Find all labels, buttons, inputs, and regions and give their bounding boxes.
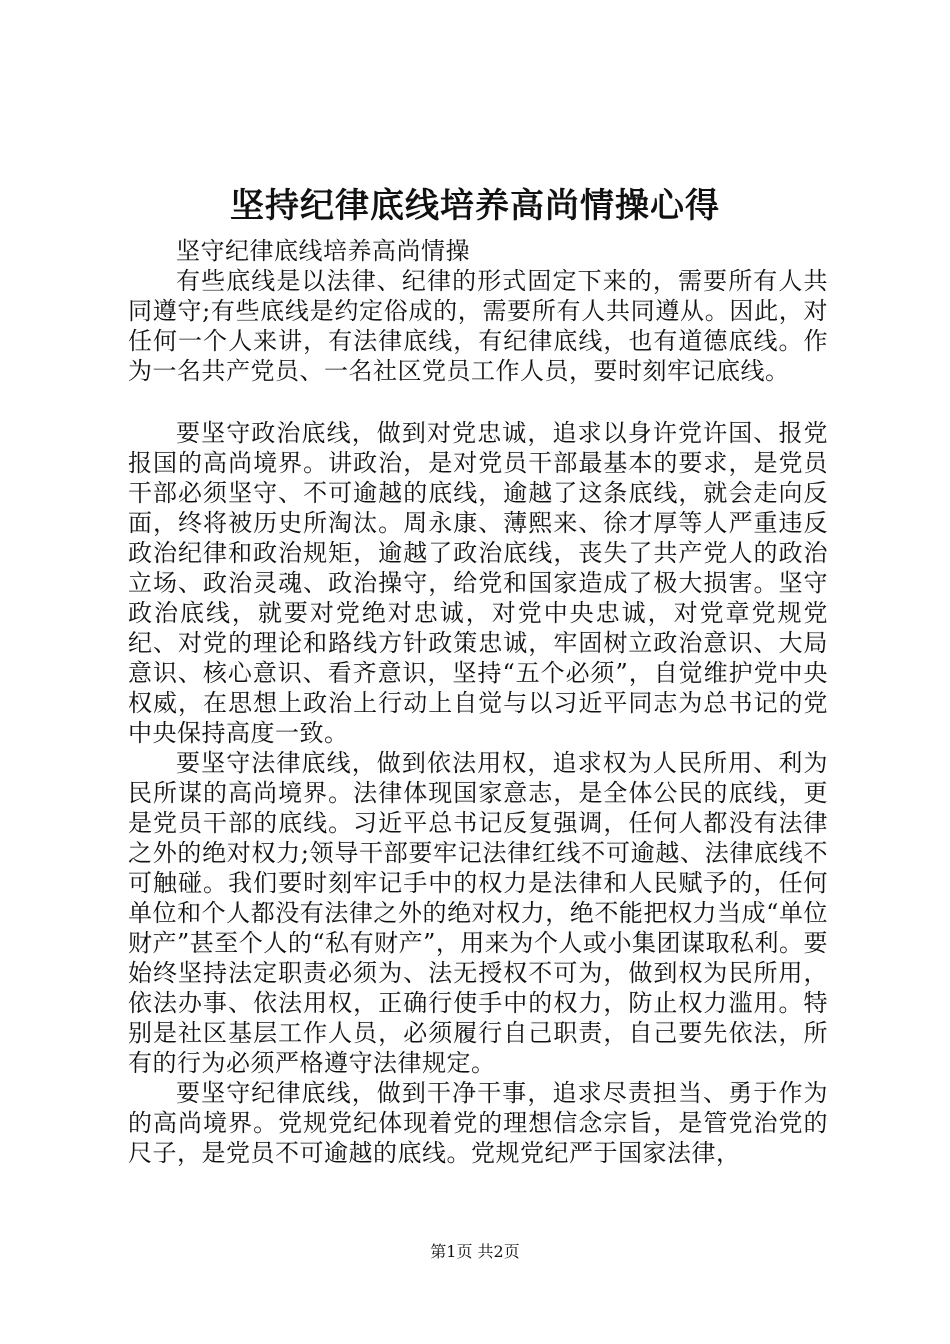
political-bottom-line-paragraph: 要坚守政治底线，做到对党忠诚，追求以身许党许国、报党报国的高尚境界。讲政治，是对党员干部最基本的要求，是党员干部必须坚守、不可逾越的底线，逾越了这条底线，就会走向反面，终将被历史所淘汰。周永康、薄熙来、徐才厚等人严重违反政治纪律和政治规矩，逾越了政治底线，丧失了共产党人的政治立场、政治灵魂、政治操守，给党和国家造成了极大损害。坚守政治底线，就要对党绝对忠诚，对党中央忠诚，对党章党规党纪、对党的理论和路线方针政策忠诚，牢固树立政治意识、大局意识、核心意识、看齐意识，坚持“五个必须”，自觉维护党中央权威，在思想上政治上行动上自觉与以习近平同志为总书记的党中央保持高度一致。 — [128, 419, 828, 747]
legal-bottom-line-paragraph: 要坚守法律底线，做到依法用权，追求权为人民所用、利为民所谋的高尚境界。法律体现国家意志，是全体公民的底线，更是党员干部的底线。习近平总书记反复强调，任何人都没有法律之外的绝对权力;领导干部要牢记法律红线不可逾越、法律底线不可触碰。我们要时刻牢记手中的权力是法律和人民赋予的，任何单位和个人都没有法律之外的绝对权力，绝不能把权力当成“单位财产”甚至个人的“私有财产”，用来为个人或小集团谋取私利。要始终坚持法定职责必须为、法无授权不可为，做到权为民所用，依法办事、依法用权，正确行使手中的权力，防止权力滥用。特别是社区基层工作人员，必须履行自己职责，自己要先依法，所有的行为必须严格遵守法律规定。 — [128, 749, 828, 1077]
document-title: 坚持纪律底线培养高尚情操心得 — [230, 186, 720, 226]
subtitle-paragraph: 坚守纪律底线培养高尚情操 — [176, 237, 470, 265]
intro-paragraph: 有些底线是以法律、纪律的形式固定下来的，需要所有人共同遵守;有些底线是约定俗成的，需要所有人共同遵从。因此，对任何一个人来讲，有法律底线，有纪律底线，也有道德底线。作为一名共产党员、一名社区党员工作人员，要时刻牢记底线。 — [128, 267, 828, 385]
page-number-footer: 第1页 共2页 — [430, 1242, 520, 1261]
document-body — [128, 236, 828, 1168]
discipline-bottom-line-paragraph: 要坚守纪律底线，做到干净干事，追求尽责担当、勇于作为的高尚境界。党规党纪体现着党的理想信念宗旨，是管党治党的尺子，是党员不可逾越的底线。党规党纪严于国家法律， — [128, 1079, 828, 1167]
